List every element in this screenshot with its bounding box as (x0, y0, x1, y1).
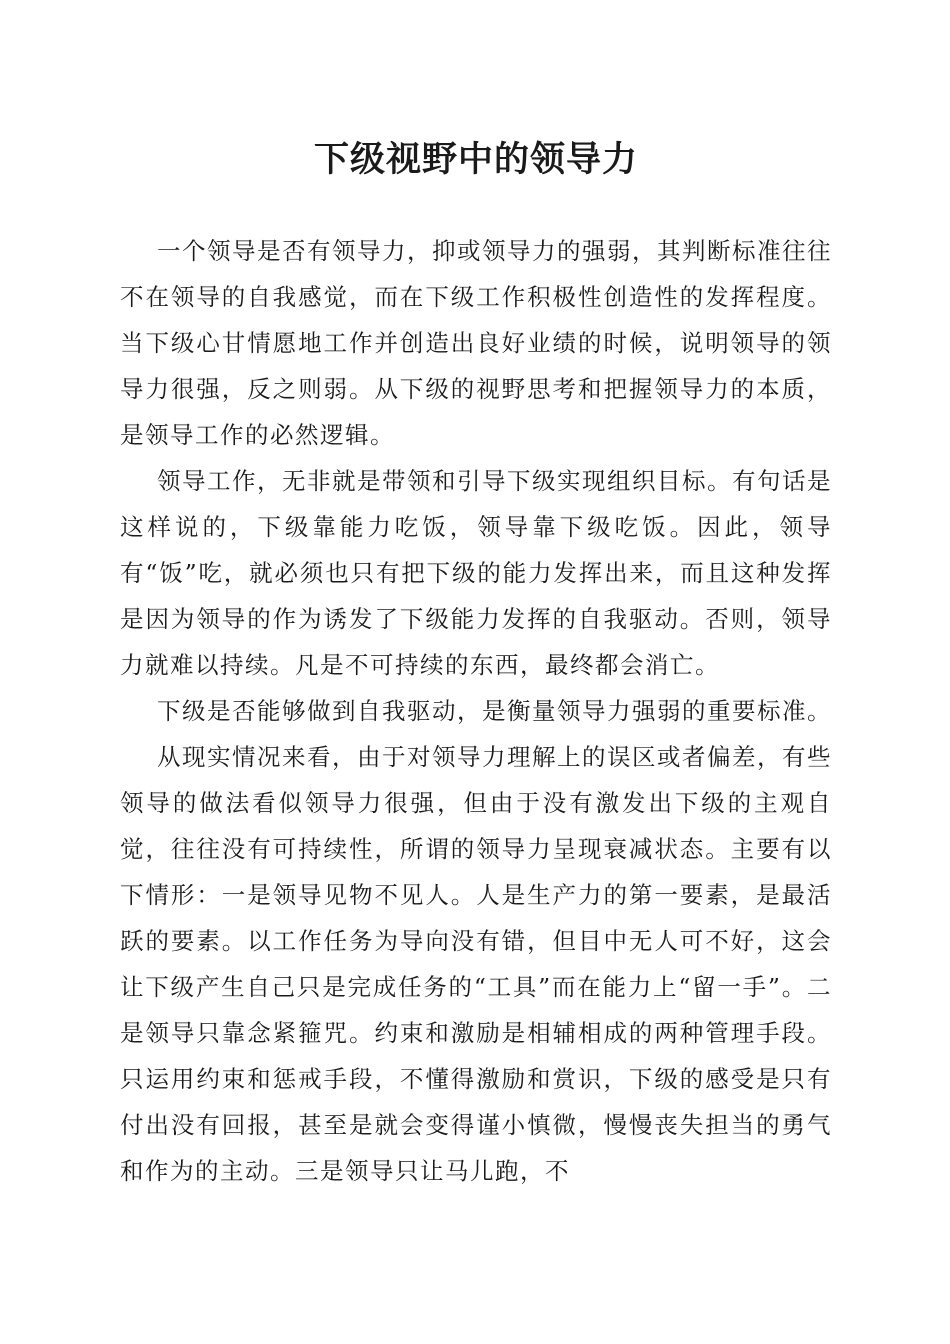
paragraph: 从现实情况来看，由于对领导力理解上的误区或者偏差，有些领导的做法看似领导力很强，但由于没有激发出下级的主观自觉，往往没有可持续性，所谓的领导力呈现衰减状态。主要有以下情形：一是领导见物不见人。人是生产力的第一要素，是最活跃的要素。以工作任务为导向没有错，但目中无人可不好，这会让下级产生自己只是完成任务的“工具”而在能力上“留一手”。二是领导只靠念紧箍咒。约束和激励是相辅相成的两种管理手段。只运用约束和惩戒手段，不懂得激励和赏识，下级的感受是只有付出没有回报，甚至是就会变得谨小慎微，慢慢丧失担当的勇气和作为的主动。三是领导只让马儿跑，不 (120, 743, 832, 1185)
document-title: 下级视野中的领导力 (313, 139, 638, 180)
paragraph: 领导工作，无非就是带领和引导下级实现组织目标。有句话是这样说的，下级靠能力吃饭，领导靠下级吃饭。因此，领导有“饭”吃，就必须也只有把下级的能力发挥出来，而且这种发挥是因为领导的作为诱发了下级能力发挥的自我驱动。否则，领导力就难以持续。凡是不可持续的东西，最终都会消亡。 (120, 467, 832, 679)
paragraph: 下级是否能够做到自我驱动，是衡量领导力强弱的重要标准。 (157, 697, 832, 725)
document-body (120, 228, 832, 1194)
paragraph: 一个领导是否有领导力，抑或领导力的强弱，其判断标准往往不在领导的自我感觉，而在下级工作积极性创造性的发挥程度。当下级心甘情愿地工作并创造出良好业绩的时候，说明领导的领导力很强，反之则弱。从下级的视野思考和把握领导力的本质，是领导工作的必然逻辑。 (120, 237, 832, 449)
